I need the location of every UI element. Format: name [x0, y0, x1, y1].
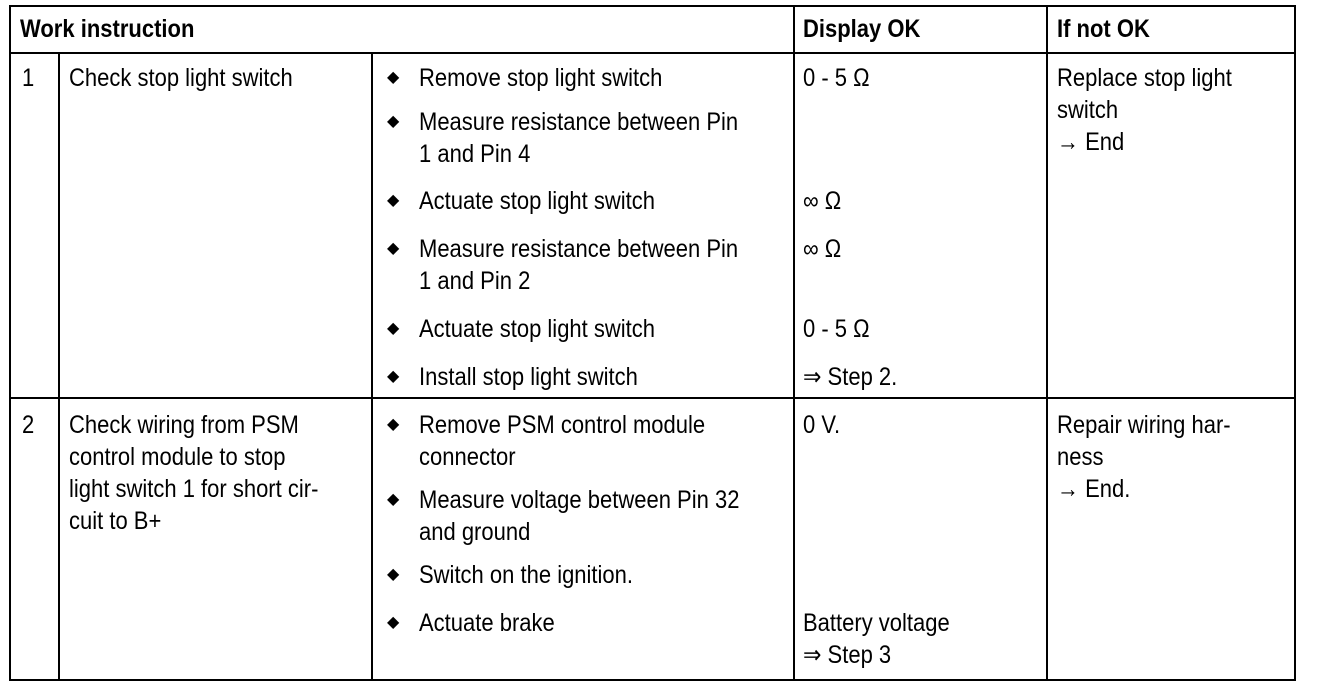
- bullet-icon: ◆: [387, 368, 400, 385]
- not-ok-text: → End: [1057, 128, 1125, 156]
- bullet-icon: ◆: [387, 113, 400, 130]
- display-value: ∞ Ω: [803, 187, 842, 215]
- bullet-icon: ◆: [387, 320, 400, 337]
- action-text: connector: [419, 443, 516, 471]
- table-border-left: [9, 5, 11, 681]
- action-text: 1 and Pin 2: [419, 267, 531, 295]
- not-ok-text: Replace stop light: [1057, 64, 1232, 92]
- step-number: 1: [22, 64, 35, 92]
- display-value: 0 - 5 Ω: [803, 64, 870, 92]
- check-text: control module to stop: [69, 443, 286, 471]
- not-ok-text: → End.: [1057, 475, 1131, 503]
- bullet-icon: ◆: [387, 566, 400, 583]
- check-text: Check stop light switch: [69, 64, 293, 92]
- bullet-icon: ◆: [387, 614, 400, 631]
- step-number: 2: [22, 411, 35, 439]
- col-divider-step: [58, 52, 60, 681]
- col-divider-check: [371, 52, 373, 681]
- action-text: Actuate stop light switch: [419, 187, 656, 215]
- table-border-top: [9, 5, 1296, 7]
- bullet-icon: ◆: [387, 69, 400, 86]
- action-text: and ground: [419, 518, 531, 546]
- display-value: Battery voltage: [803, 609, 950, 637]
- action-text: Install stop light switch: [419, 363, 638, 391]
- check-text: Check wiring from PSM: [69, 411, 299, 439]
- action-text: Actuate brake: [419, 609, 555, 637]
- display-value: 0 V.: [803, 411, 841, 439]
- action-text: Switch on the ignition.: [419, 561, 634, 589]
- action-text: Remove PSM control module: [419, 411, 706, 439]
- bullet-icon: ◆: [387, 192, 400, 209]
- action-text: Measure voltage between Pin 32: [419, 486, 740, 514]
- display-value: 0 - 5 Ω: [803, 315, 870, 343]
- header-if-not-ok: If not OK: [1057, 15, 1150, 43]
- table-border-right: [1294, 5, 1296, 681]
- display-value: ⇒ Step 3: [803, 641, 892, 669]
- not-ok-text: Repair wiring har-: [1057, 411, 1231, 439]
- bullet-icon: ◆: [387, 416, 400, 433]
- table-border-bottom: [9, 679, 1296, 681]
- action-text: 1 and Pin 4: [419, 140, 531, 168]
- display-value: ∞ Ω: [803, 235, 842, 263]
- bullet-icon: ◆: [387, 491, 400, 508]
- row-divider: [9, 397, 1296, 399]
- action-text: Remove stop light switch: [419, 64, 663, 92]
- not-ok-text: ness: [1057, 443, 1104, 471]
- header-work-instruction: Work instruction: [20, 15, 195, 43]
- header-divider: [9, 52, 1296, 54]
- action-text: Measure resistance between Pin: [419, 235, 739, 263]
- check-text: cuit to B+: [69, 507, 162, 535]
- col-divider-actions: [793, 5, 795, 681]
- header-display-ok: Display OK: [803, 15, 921, 43]
- col-divider-display: [1046, 5, 1048, 681]
- check-text: light switch 1 for short cir-: [69, 475, 319, 503]
- action-text: Actuate stop light switch: [419, 315, 656, 343]
- work-instruction-table: [9, 5, 1296, 681]
- display-value: ⇒ Step 2.: [803, 363, 898, 391]
- action-text: Measure resistance between Pin: [419, 108, 739, 136]
- not-ok-text: switch: [1057, 96, 1119, 124]
- bullet-icon: ◆: [387, 240, 400, 257]
